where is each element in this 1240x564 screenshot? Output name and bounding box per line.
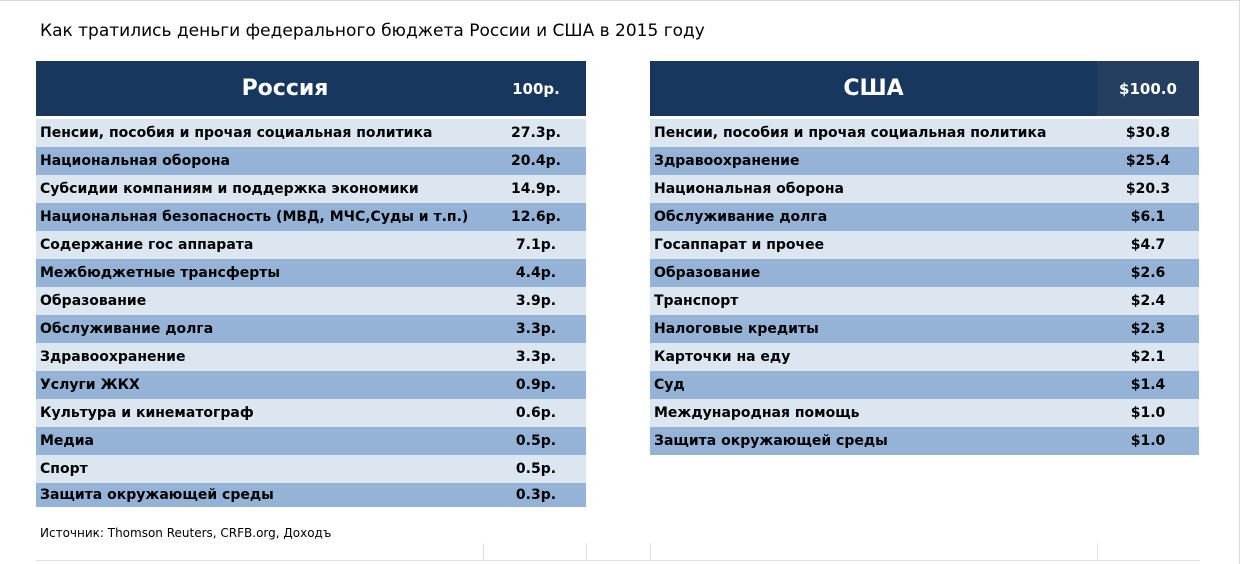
row-value: 0.6р.: [515, 405, 557, 421]
row-label: Международная помощь: [654, 405, 860, 421]
usa-country-heading: США: [843, 76, 904, 101]
table-row: [650, 399, 1199, 427]
table-row: [650, 119, 1199, 147]
table-row: [36, 315, 586, 343]
table-row: [36, 427, 586, 455]
row-value: $20.3: [1125, 181, 1171, 197]
table-row: [36, 259, 586, 287]
row-value: $6.1: [1130, 209, 1166, 225]
table-row: [650, 259, 1199, 287]
row-value: $30.8: [1125, 125, 1171, 141]
sheet-gridline: [483, 543, 484, 561]
row-label: Обслуживание долга: [40, 321, 214, 337]
row-value: 0.9р.: [515, 377, 557, 393]
row-value: $2.6: [1130, 265, 1166, 281]
usa-table-body: [650, 116, 1199, 455]
row-label: Национальная безопасность (МВД, МЧС,Суды и т.п.): [40, 209, 469, 225]
usa-table-header: [650, 61, 1199, 116]
russia-country-heading: Россия: [241, 76, 329, 101]
sheet-gridline: [36, 560, 1200, 561]
row-value: $2.4: [1130, 293, 1166, 309]
row-label: Культура и кинематограф: [40, 405, 254, 421]
table-row: [36, 147, 586, 175]
row-label: Спорт: [40, 461, 88, 477]
usa-budget-table: [650, 61, 1199, 455]
row-label: Услуги ЖКХ: [40, 377, 140, 393]
row-label: Межбюджетные трансферты: [40, 265, 281, 281]
row-value: $2.1: [1130, 349, 1166, 365]
page-title: Как тратились деньги федерального бюджета России и США в 2015 году: [40, 21, 705, 41]
row-value: 3.3р.: [515, 321, 557, 337]
page-border-top: [0, 0, 1240, 1]
row-label: Образование: [654, 265, 761, 281]
row-label: Карточки на еду: [654, 349, 791, 365]
sheet-gridline: [586, 543, 587, 561]
row-value: 3.9р.: [515, 293, 557, 309]
row-value: $1.0: [1130, 405, 1166, 421]
sheet-gridline: [1097, 543, 1098, 561]
russia-table-header: [36, 61, 586, 116]
usa-total-value: $100.0: [1097, 61, 1199, 116]
row-label: Защита окружающей среды: [654, 433, 888, 449]
row-value: $1.0: [1130, 433, 1166, 449]
table-row: [650, 287, 1199, 315]
row-value: 27.3р.: [511, 125, 561, 141]
row-label: Пенсии, пособия и прочая социальная политика: [654, 125, 1047, 141]
table-row: [36, 203, 586, 231]
row-value: 12.6р.: [511, 209, 561, 225]
russia-table-body: [36, 116, 586, 507]
row-value: $2.3: [1130, 321, 1166, 337]
table-row: [36, 399, 586, 427]
row-value: 4.4р.: [515, 265, 557, 281]
source-note: Источник: Thomson Reuters, CRFB.org, Доходъ: [40, 526, 332, 540]
row-label: Национальная оборона: [40, 153, 230, 169]
row-value: 3.3р.: [515, 349, 557, 365]
row-value: 0.3р.: [515, 487, 557, 503]
table-row: [36, 287, 586, 315]
row-value: 20.4р.: [511, 153, 561, 169]
row-label: Суд: [654, 377, 685, 393]
table-row: [36, 175, 586, 203]
row-label: Транспорт: [654, 293, 739, 309]
row-label: Национальная оборона: [654, 181, 844, 197]
table-row: [650, 231, 1199, 259]
row-value: $25.4: [1125, 153, 1171, 169]
row-label: Госаппарат и прочее: [654, 237, 825, 253]
row-label: Образование: [40, 293, 147, 309]
russia-total-value: 100р.: [512, 79, 560, 98]
row-label: Пенсии, пособия и прочая социальная политика: [40, 125, 433, 141]
table-row: [36, 343, 586, 371]
table-row: [36, 119, 586, 147]
row-value: 7.1р.: [515, 237, 557, 253]
table-row: [650, 427, 1199, 455]
row-label: Здравоохранение: [654, 153, 800, 169]
table-row: [650, 371, 1199, 399]
table-row: [36, 483, 586, 507]
table-row: [650, 175, 1199, 203]
row-label: Налоговые кредиты: [654, 321, 819, 337]
row-value: 0.5р.: [515, 461, 557, 477]
row-value: 0.5р.: [515, 433, 557, 449]
table-row: [36, 231, 586, 259]
sheet-gridline: [650, 543, 651, 561]
table-row: [650, 203, 1199, 231]
row-label: Медиа: [40, 433, 94, 449]
row-value: $4.7: [1130, 237, 1166, 253]
row-label: Субсидии компаниям и поддержка экономики: [40, 181, 419, 197]
row-label: Защита окружающей среды: [40, 487, 274, 503]
row-value: $1.4: [1130, 377, 1166, 393]
row-label: Обслуживание долга: [654, 209, 828, 225]
row-label: Здравоохранение: [40, 349, 186, 365]
table-row: [650, 343, 1199, 371]
table-row: [650, 147, 1199, 175]
table-row: [650, 315, 1199, 343]
russia-budget-table: [36, 61, 586, 507]
table-row: [36, 455, 586, 483]
row-label: Содержание гос аппарата: [40, 237, 254, 253]
row-value: 14.9р.: [511, 181, 561, 197]
table-row: [36, 371, 586, 399]
